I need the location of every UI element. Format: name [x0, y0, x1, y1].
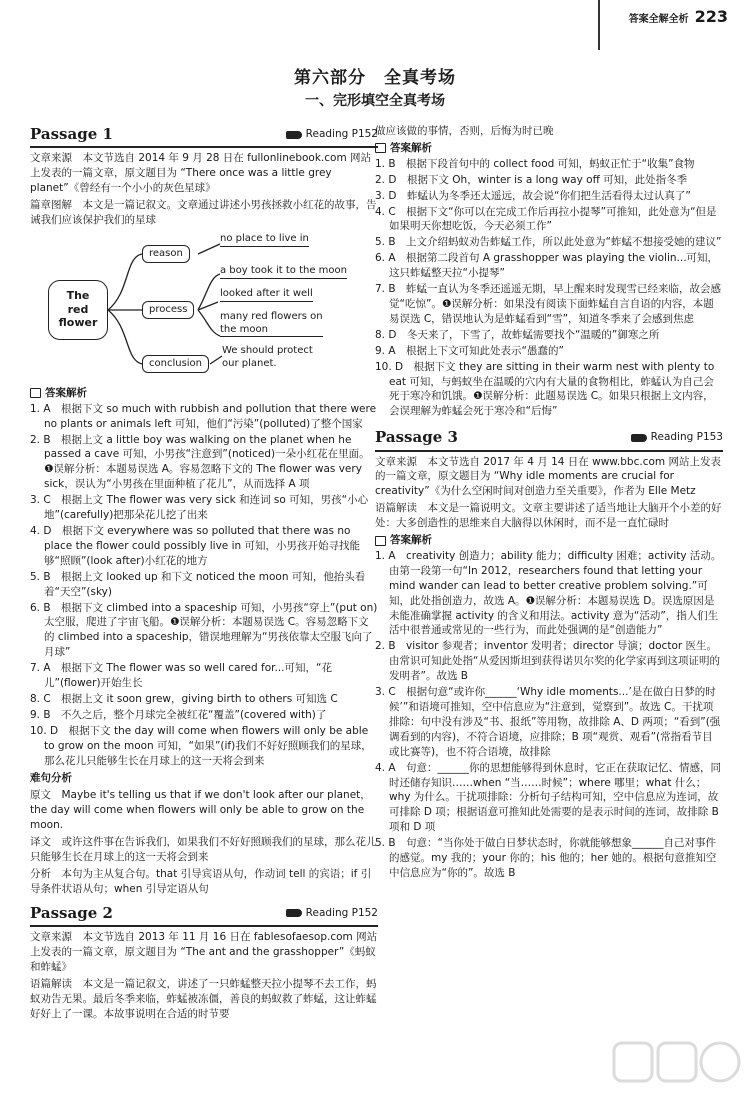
p2-item-2: 2. D 根据下文 Oh，winter is a long way off 可知，此处指冬季 [375, 173, 688, 186]
reason-box: reason [142, 245, 190, 263]
p2-item-6: 6. A 根据第二段首句 A grasshopper was playing the violin...可知，这只蚱蜢整天拉“小提琴” [375, 252, 719, 280]
p1-item-1: 1. A 根据下文 so much with rubbish and pollution that there were no plants or animals left 可知，他们“污染”(polluted)了整个国家 [30, 402, 377, 430]
p3-item-1: 1. A creativity 创造力；ability 能力；difficulty 困难；activity 活动。由第一段第一句“In 2012，researchers found that letting your mind wander can lead to better creative problem solving.”可知，此处指创造力，故选 A。❶误解分析：本题易误选 D。误选原因是未能准确掌握 activity 的含义和用法。activity 意为“活动”，指人们生活中很普通或常见的一些行为，而此处强调的是“创造能力” [375, 549, 722, 637]
p3-item-2: 2. B visitor 参观者；inventor 发明者；director 导演；doctor 医生。由常识可知此处指“从爱因斯坦到获得诺贝尔奖的化学家再到这项证明的发明者”。故选 B [375, 640, 720, 683]
passage1-source: 文章来源 本文节选自 2014 年 9 月 28 日在 fullonlinebook.com 网站上发表的一篇文章，原文题目为 “There once was a little grey planet”《曾经有一个小小的灰色星球》 [30, 152, 372, 195]
passage2-ref [286, 906, 378, 921]
p2-item-7: 7. B 蚱蜢一直认为冬季还遥遥无期，早上醒来时发现雪已经来临，故会感觉“吃惊”。❶误解分析：如果没有阅读下面蚱蜢自言自语的内容，本题易误选 C，错误地认为是蚱蜢看到“雪”，知道冬季来了会感到焦虑 [375, 283, 722, 325]
p1-item-3: 3. C 根据上文 The flower was very sick 和连词 so 可知，男孩“小心地”(carefully)把那朵花儿挖了出来 [30, 494, 369, 522]
page-number: 223 [694, 7, 728, 26]
p3-item-4: 4. A 句意：______你的思想能够得到休息时，它正在获取记忆、情感，同时还储存知识……when “当……时候”；where 哪里；what 什么；why 为什么。干扰项排除：分析句子结构可知，空中信息应为连词，故可排除 D 项；根据语意可推知此处需要的是表示时间的连词，故排除 B 项和 D 项 [375, 761, 722, 834]
passage2-answer-title-text: 答案解析 [390, 141, 432, 154]
passage2-outline-cont: 做应该做的事情，否则，后悔为时已晚 [375, 125, 554, 137]
passage3-ref-text: Reading P153 [650, 431, 723, 444]
p2-item-3: 3. D 蚱蜢认为冬季还太遥远，故会说“你们把生活看得太过认真了” [375, 189, 691, 202]
p1-item-7: 7. A 根据下文 The flower was so well cared for...可知，“花儿”(flower)开始生长 [30, 662, 332, 690]
page-titles [0, 66, 750, 112]
passage3-header [375, 427, 723, 451]
hard-sentence-translation: 译文 或许这件事在告诉我们，如果我们不好好照顾我们的星球，那么花儿只能够生长在月球上的这一天将会到来 [30, 836, 377, 864]
passage3-outline: 语篇解读 本文是一篇说明文。文章主要讲述了适当地让大脑开个小差的好处：大多创造性的思维来自大脑得以休闲时，而不是一直忙碌时 [375, 502, 722, 530]
passage2-source: 文章来源 本文节选自 2013 年 11 月 16 日在 fablesofaesop.com 网站上发表的一篇文章，原文题目为 “The ant and the grasshopper”《蚂蚁和蚱蜢》 [30, 931, 378, 973]
p1-item-8: 8. C 根据上文 it soon grew，giving birth to others 可知选 C [30, 692, 338, 705]
passage1-outline: 篇章图解 本文是一篇记叙文。文章通过讲述小男孩拯救小红花的故事，告诫我们应该保护我们的星球 [30, 199, 377, 226]
p1-item-5: 5. B 根据上文 looked up 和下文 noticed the moon 可知，他抬头看着“天空”(sky) [30, 570, 366, 598]
p2-item-8: 8. D 冬天来了，下雪了，故蚱蜢需要找个“温暖的”御寒之所 [375, 328, 660, 341]
passage3-ref [631, 430, 723, 445]
passage3-answer-title [375, 533, 723, 548]
watermark-logo-icon [612, 1039, 742, 1089]
right-column [375, 124, 723, 882]
section-title: 一、完形填空全真考场 [305, 93, 445, 110]
lock-icon [30, 388, 41, 398]
passage2-header [30, 903, 378, 927]
conclusion-box: conclusion [142, 355, 209, 373]
p3-item-5: 5. B 句意：“当你处于做白日梦状态时，你就能够想象______自己对事件的感觉。my 我的；your 你的；his 他的；her 她的。根据句意推知空中信息应为“你的”。故选 B [375, 837, 717, 879]
pointing-hand-icon [286, 909, 302, 917]
passage3-title: Passage 3 [375, 428, 458, 447]
passage2-answer-title [375, 141, 723, 156]
center-line-2: red [67, 302, 89, 316]
p1-item-9: 9. B 不久之后，整个月球完全被红花“覆盖”(covered with)了 [30, 708, 327, 721]
center-line-3: flower [58, 316, 98, 330]
pointing-hand-icon [631, 434, 647, 442]
process-text-2: looked after it well [220, 287, 313, 302]
passage1-answer-title-text: 答案解析 [45, 386, 87, 399]
hard-sentence-title: 难句分析 [30, 772, 72, 785]
diagram-center [48, 280, 108, 340]
p1-item-4: 4. D 根据下文 everywhere was so polluted that there was no place the flower could possibly live in 可知，小男孩开始寻找能够“照顾”(look after)小红花的地方 [30, 524, 361, 567]
header-label: 答案全解全析 [628, 14, 689, 25]
header-divider [598, 0, 600, 50]
p2-item-1: 1. B 根据下段首句中的 collect food 可知，蚂蚁正忙于“收集”食物 [375, 157, 695, 170]
lock-icon [375, 143, 386, 153]
conclusion-text-b: our planet. [222, 357, 277, 369]
pointing-hand-icon [286, 131, 302, 139]
p2-item-4: 4. C 根据下文“你可以在完成工作后再拉小提琴”可推知，此处意为“但是如果明天你想吃饭，今天必须工作” [375, 205, 717, 233]
p1-item-10: 10. D 根据下文 the day will come when flowers will only be able to grow on the moon 可知，“如果”(if)我们不好好照顾我们的星球，那么花儿只能够生长在月球上的这一天将会到来 [30, 724, 372, 767]
conclusion-text-a: We should protect [222, 344, 313, 356]
conclusion-text [222, 344, 313, 370]
lock-icon [375, 536, 386, 546]
process-text-3 [220, 310, 323, 337]
p1-item-2: 2. B 根据上文 a little boy was walking on the planet when he passed a cave 可知，小男孩“注意到”(noticed)一朵小红花在里面。❶误解分析：本题易误选 A。容易忽略下文的 The flower was very sick，误认为“小男孩在里面种植了花儿”，从而选择 A 项 [30, 433, 370, 491]
process-text-3a: many red flowers on [220, 310, 323, 322]
reason-text: no place to live in [220, 232, 309, 247]
p2-item-9: 9. A 根据上下文可知此处表示“愚蠢的” [375, 344, 564, 357]
p1-item-6: 6. B 根据下文 climbed into a spaceship 可知，小男孩“穿上”(put on)太空服，爬进了宇宙飞船。❶误解分析：本题易误选 C。容易忽略下文的 climbed into a spaceship，错误地理解为“男孩依靠太空服飞向了月球” [30, 601, 378, 659]
passage2-ref-text: Reading P152 [305, 906, 378, 919]
p3-item-3: 3. C 根据句意“或许你______‘Why idle moments...’是在做白日梦的时候’”和语境可推知，空中信息应为“注意到，觉察到”。故选 C。干扰项排除：句中没有涉及“书、报纸”等用物，故排除 A、D 两项；“看到”(强调看到的内容)，不符合语境，应排除；B 项“观赏、观看”(常指看节目或比赛等)，也不符合语境，故排除 [375, 686, 721, 758]
passage2-outline: 语篇解读 本文是一篇记叙文，讲述了一只蚱蜢整天拉小提琴不去工作，蚂蚁劝告无果。最后冬季来临，蚱蜢被冻僵，善良的蚂蚁救了蚱蜢，这让蚱蜢好好上了一课。本故事说明在合适的时节要 [30, 977, 377, 1020]
p2-item-5: 5. B 上文介绍蚂蚁劝告蚱蜢工作，所以此处意为“蚱蜢不想接受她的建议” [375, 236, 722, 249]
passage1-answer-title [30, 386, 378, 401]
center-line-1: The [66, 288, 90, 302]
passage1-title: Passage 1 [30, 125, 113, 143]
passage3-source: 文章来源 本文节选自 2017 年 4 月 14 日在 www.bbc.com 网站上发表的一篇文章，原文题目为 “Why idle moments are crucial for creativity”《为什么空闲时间对创造力至关重要》，作者为 Elle Metz [375, 455, 721, 498]
process-text-3b: the moon [220, 323, 268, 335]
passage1-header [30, 124, 378, 148]
passage1-ref [286, 127, 378, 142]
passage2-title: Passage 2 [30, 903, 113, 922]
passage3-answer-title-text: 答案解析 [390, 534, 432, 547]
part-title: 第六部分 全真考场 [294, 68, 456, 88]
process-box: process [142, 301, 194, 319]
page-header [629, 6, 728, 29]
passage1-ref-text: Reading P152 [305, 128, 378, 141]
hard-sentence-original: 原文 Maybe it's telling us that if we don't look after our planet，the day will come when flowers will only be able to grow on the moon. [30, 789, 371, 832]
story-diagram [30, 232, 378, 382]
hard-sentence-analysis: 分析 本句为主从复合句。that 引导宾语从句，作动词 tell 的宾语；if 引导条件状语从句；when 引导定语从句 [30, 867, 372, 895]
process-text-1: a boy took it to the moon [220, 264, 347, 279]
left-column [30, 124, 378, 1023]
p2-item-10: 10. D 根据下文 they are sitting in their warm nest with plenty to eat 可知，与蚂蚁坐在温暖的穴内有大量的食物相比，蚱蜢认为自己会死于寒冷和饥饿。❶误解分析：此题易误选 C。如果只根据上文内容，会误理解为蚱蜢会死于寒冷和“后悔” [375, 360, 715, 418]
